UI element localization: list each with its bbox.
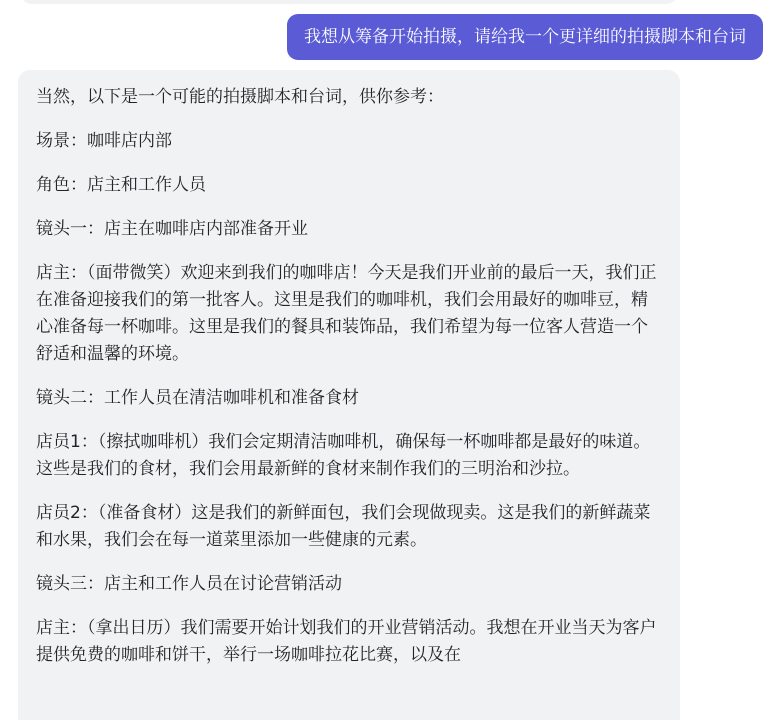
shot-2-dialogue-staff2: 店员2：（准备食材）这是我们的新鲜面包，我们会现做现卖。这是我们的新鲜蔬菜和水果，我们会在每一道菜里添加一些健康的元素。 <box>36 503 651 550</box>
scene-line: 场景：咖啡店内部 <box>36 131 172 151</box>
user-message-bubble: 我想从筹备开始拍摄，请给我一个更详细的拍摄脚本和台词 <box>287 14 763 60</box>
shot-1-heading: 镜头一：店主在咖啡店内部准备开业 <box>36 219 308 239</box>
shot-2-heading: 镜头二：工作人员在清洁咖啡机和准备食材 <box>36 388 359 408</box>
intro-line: 当然，以下是一个可能的拍摄脚本和台词，供你参考： <box>36 87 444 107</box>
previous-message-bubble <box>20 0 678 4</box>
shot-1-dialogue-owner: 店主：（面带微笑）欢迎来到我们的咖啡店！今天是我们开业前的最后一天，我们正在准备迎接我们的第一批客人。这里是我们的咖啡机，我们会用最好的咖啡豆，精心准备每一杯咖啡。这里是我们的餐具和装饰品，我们希望为每一位客人营造一个舒适和温馨的环境。 <box>36 263 657 364</box>
shot-3-dialogue-owner: 店主：（拿出日历）我们需要开始计划我们的开业营销活动。我想在开业当天为客户提供免费的咖啡和饼干，举行一场咖啡拉花比赛，以及在 <box>36 618 657 665</box>
roles-line: 角色：店主和工作人员 <box>36 175 206 195</box>
shot-3-heading: 镜头三：店主和工作人员在讨论营销活动 <box>36 574 342 594</box>
user-message-row <box>287 14 763 60</box>
shot-2-dialogue-staff1: 店员1：（擦拭咖啡机）我们会定期清洁咖啡机，确保每一杯咖啡都是最好的味道。这些是我们的食材，我们会用最新鲜的食材来制作我们的三明治和沙拉。 <box>36 432 651 479</box>
assistant-message-bubble <box>18 70 680 720</box>
